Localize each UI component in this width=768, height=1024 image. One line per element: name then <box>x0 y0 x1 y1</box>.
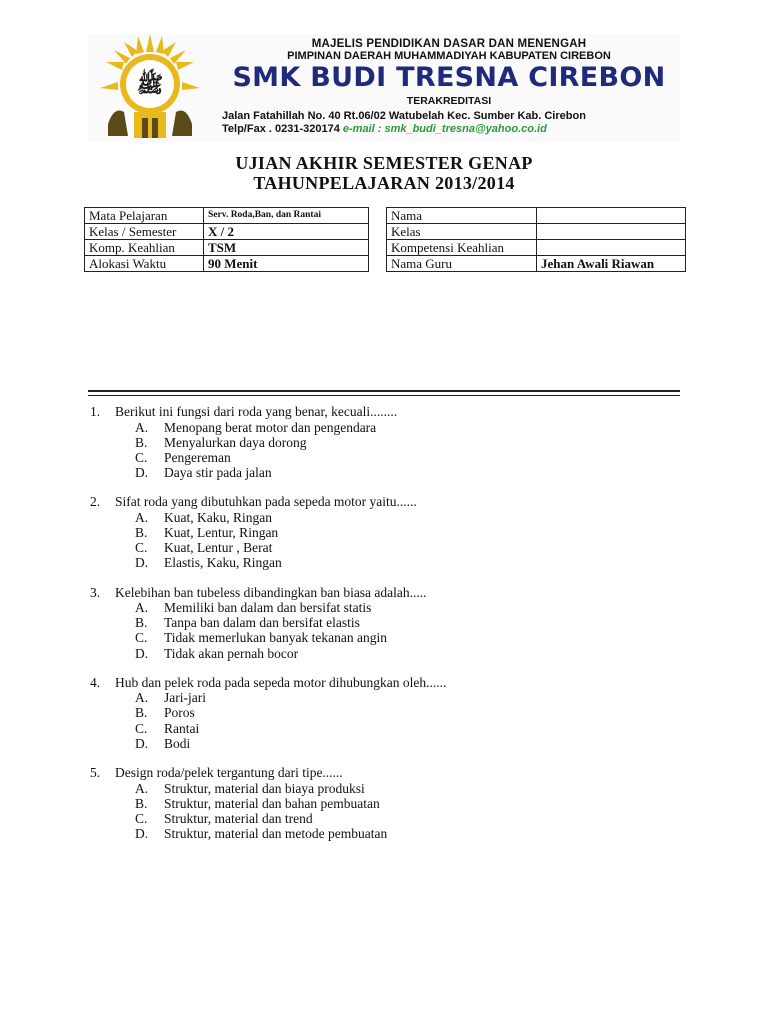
option-text: Tanpa ban dalam dan bersifat elastis <box>164 615 360 631</box>
school-address: Jalan Fatahillah No. 40 Rt.06/02 Watubelah Kec. Sumber Kab. Cirebon <box>222 110 586 122</box>
option-letter: A. <box>135 419 149 435</box>
option-letter: D. <box>135 826 149 842</box>
svg-text:ﷺ: ﷺ <box>136 72 164 98</box>
answer-option[interactable] <box>88 811 688 826</box>
question-text: Sifat roda yang dibutuhkan pada sepeda motor yaitu...... <box>115 494 417 510</box>
competency-value: TSM <box>204 240 369 256</box>
competency-label: Komp. Keahlian <box>85 240 204 256</box>
answer-option[interactable] <box>88 630 688 645</box>
option-text: Kuat, Lentur , Berat <box>164 540 273 556</box>
time-allocation-label: Alokasi Waktu <box>85 256 204 272</box>
question-3 <box>88 585 688 661</box>
option-text: Struktur, material dan trend <box>164 810 313 826</box>
answer-option[interactable] <box>88 450 688 465</box>
name-field[interactable] <box>537 208 686 224</box>
option-letter: B. <box>135 795 148 811</box>
answer-option[interactable] <box>88 826 688 841</box>
option-letter: A. <box>135 690 149 706</box>
option-text: Kuat, Lentur, Ringan <box>164 524 279 540</box>
answer-option[interactable] <box>88 796 688 811</box>
option-letter: A. <box>135 600 149 615</box>
answer-option[interactable] <box>88 525 688 540</box>
option-text: Struktur, material dan metode pembuatan <box>164 826 388 842</box>
option-letter: A. <box>135 509 149 525</box>
question-2 <box>88 494 688 570</box>
question-text: Design roda/pelek tergantung dari tipe...... <box>115 765 343 780</box>
table-row <box>85 224 369 240</box>
question-text: Berikut ini fungsi dari roda yang benar, kecuali........ <box>115 404 398 419</box>
class-field[interactable] <box>537 224 686 240</box>
separator-line <box>88 395 680 396</box>
email-address: e-mail : smk_budi_tresna@yahoo.co.id <box>342 123 547 135</box>
option-text: Tidak akan pernah bocor <box>164 645 299 661</box>
teacher-label: Nama Guru <box>387 256 537 272</box>
student-info-table <box>386 207 686 272</box>
option-letter: B. <box>135 615 148 631</box>
question-4 <box>88 675 688 751</box>
academic-year: TAHUNPELAJARAN 2013/2014 <box>253 173 515 193</box>
option-text: Struktur, material dan bahan pembuatan <box>164 795 380 811</box>
answer-option[interactable] <box>88 615 688 630</box>
option-letter: D. <box>135 555 149 571</box>
option-letter: B. <box>135 434 148 450</box>
question-number: 1. <box>90 404 101 419</box>
question-list <box>88 404 688 855</box>
option-text: Tidak memerlukan banyak tekanan angin <box>164 630 387 646</box>
expertise-label: Kompetensi Keahlian <box>387 240 537 256</box>
table-row <box>85 256 369 272</box>
option-text: Daya stir pada jalan <box>164 465 272 481</box>
subject-value: Serv. Roda,Ban, dan Rantai <box>204 208 369 224</box>
table-row <box>387 208 686 224</box>
separator-line <box>88 390 680 392</box>
question-1 <box>88 404 688 480</box>
name-label: Nama <box>387 208 537 224</box>
question-number: 3. <box>90 584 101 600</box>
muhammadiyah-sun-logo <box>94 32 206 142</box>
exam-title: UJIAN AKHIR SEMESTER GENAP <box>235 153 533 173</box>
answer-option[interactable] <box>88 781 688 796</box>
option-letter: D. <box>135 645 149 661</box>
option-letter: B. <box>135 524 148 540</box>
option-letter: C. <box>135 449 148 465</box>
accreditation-label: TERAKREDITASI <box>406 95 492 107</box>
option-text: Kuat, Kaku, Ringan <box>164 509 272 525</box>
time-allocation-value: 90 Menit <box>204 256 369 272</box>
option-text: Rantai <box>164 720 200 736</box>
answer-option[interactable] <box>88 420 688 435</box>
school-contact <box>222 123 680 135</box>
table-row <box>387 240 686 256</box>
class-semester-label: Kelas / Semester <box>85 224 204 240</box>
school-name: SMK BUDI TRESNA CIREBON <box>232 62 666 93</box>
answer-option[interactable] <box>88 540 688 555</box>
teacher-name: Jehan Awali Riawan <box>537 256 686 272</box>
answer-option[interactable] <box>88 646 688 661</box>
option-letter: C. <box>135 630 148 646</box>
option-letter: D. <box>135 735 149 751</box>
question-5 <box>88 765 688 841</box>
question-number: 4. <box>90 674 101 690</box>
exam-info-table <box>84 207 369 272</box>
table-row <box>387 224 686 240</box>
header-board: PIMPINAN DAERAH MUHAMMADIYAH KABUPATEN CIREBON <box>287 50 611 62</box>
option-text: Poros <box>164 705 195 721</box>
answer-option[interactable] <box>88 705 688 720</box>
option-text: Elastis, Kaku, Ringan <box>164 555 282 571</box>
option-text: Menyalurkan daya dorong <box>164 434 307 450</box>
answer-option[interactable] <box>88 600 688 615</box>
answer-option[interactable] <box>88 435 688 450</box>
answer-option[interactable] <box>88 721 688 736</box>
option-letter: B. <box>135 705 148 721</box>
option-text: Menopang berat motor dan pengendara <box>164 419 377 435</box>
option-text: Struktur, material dan biaya produksi <box>164 780 365 796</box>
question-text: Kelebihan ban tubeless dibandingkan ban biasa adalah..... <box>115 584 427 600</box>
option-text: Memiliki ban dalam dan bersifat statis <box>164 600 372 615</box>
class-semester-value: X / 2 <box>204 224 369 240</box>
header-organization: MAJELIS PENDIDIKAN DASAR DAN MENENGAH <box>311 38 587 50</box>
question-number: 2. <box>90 494 101 510</box>
option-text: Pengereman <box>164 449 231 465</box>
answer-option[interactable] <box>88 465 688 480</box>
table-row <box>387 256 686 272</box>
question-number: 5. <box>90 765 101 780</box>
table-row <box>85 208 369 224</box>
option-letter: A. <box>135 780 149 796</box>
answer-option[interactable] <box>88 690 688 705</box>
answer-option[interactable] <box>88 555 688 570</box>
answer-option[interactable] <box>88 510 688 525</box>
option-letter: C. <box>135 540 148 556</box>
answer-option[interactable] <box>88 736 688 751</box>
option-letter: C. <box>135 720 148 736</box>
phone-fax: Telp/Fax . 0231-320174 <box>222 123 340 135</box>
table-row <box>85 240 369 256</box>
option-letter: D. <box>135 465 149 481</box>
option-letter: C. <box>135 810 148 826</box>
option-text: Jari-jari <box>164 690 206 706</box>
expertise-field[interactable] <box>537 240 686 256</box>
question-text: Hub dan pelek roda pada sepeda motor dihubungkan oleh...... <box>115 674 447 690</box>
class-label: Kelas <box>387 224 537 240</box>
subject-label: Mata Pelajaran <box>85 208 204 224</box>
option-text: Bodi <box>164 735 191 751</box>
